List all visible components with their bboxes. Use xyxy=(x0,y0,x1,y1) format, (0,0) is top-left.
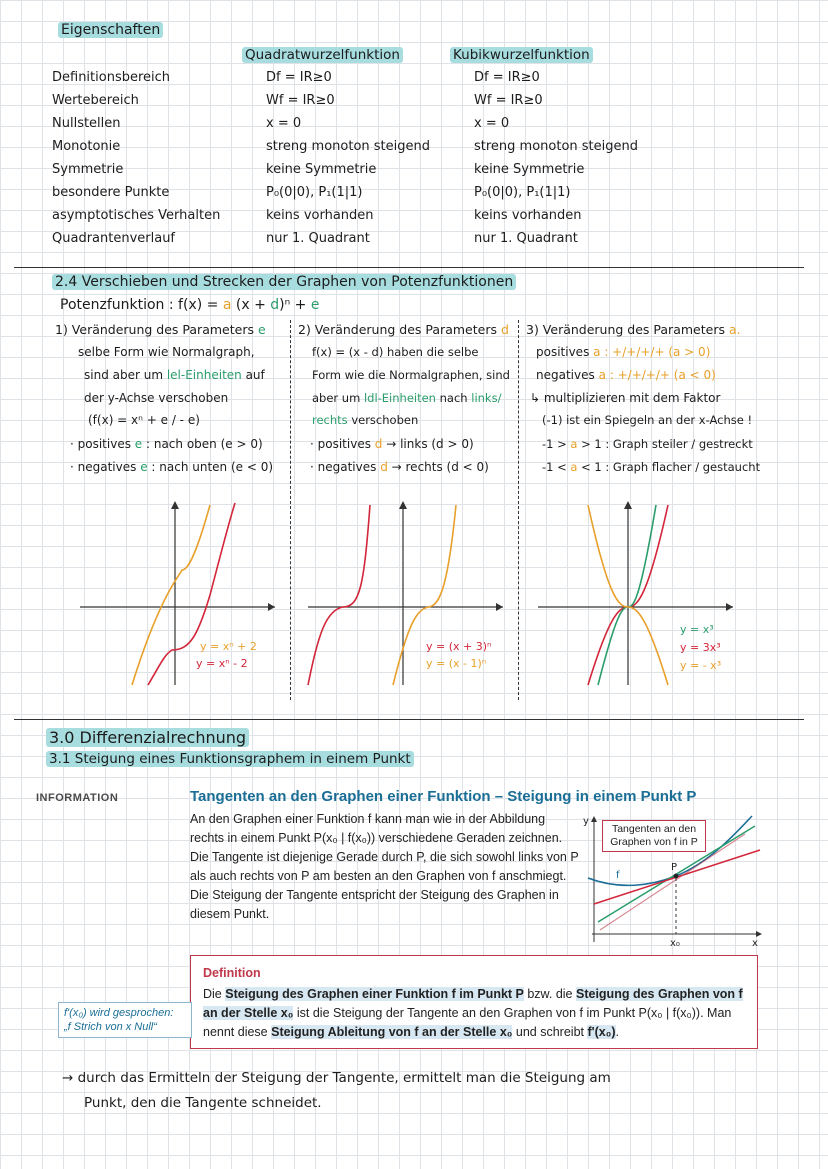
x-axis-arrow xyxy=(268,603,275,611)
col3-negative: negatives a : +/+/+/+ (a < 0) xyxy=(536,368,716,382)
col1-positive: · positives e : nach oben (e > 0) xyxy=(70,437,263,451)
col1-title: Quadratwurzelfunktion xyxy=(242,47,403,63)
col3-positive: positives a : +/+/+/+ (a > 0) xyxy=(536,345,711,359)
y-axis-arrow xyxy=(399,501,407,509)
f-label: f xyxy=(616,870,620,881)
legend-2: y = 3x³ xyxy=(680,641,721,654)
col-divider-1 xyxy=(290,320,291,700)
property-label: Quadrantenverlauf xyxy=(52,231,176,246)
col1-line3: der y-Achse verschoben xyxy=(84,391,229,405)
section24-title: 2.4 Verschieben und Strecken der Graphen von Potenzfunktionen xyxy=(52,274,516,290)
property-value-sqrt: Wf = IR≥0 xyxy=(266,93,335,108)
side-note xyxy=(58,1002,192,1038)
divider-1 xyxy=(14,267,804,268)
side-note-line1: f'(x₀) wird gesprochen: xyxy=(64,1007,174,1019)
x-axis-arrow xyxy=(726,603,733,611)
property-value-cbrt: Df = IR≥0 xyxy=(474,70,540,85)
graph-shift-d xyxy=(298,495,513,695)
y-label: y xyxy=(583,816,589,827)
divider-2 xyxy=(14,719,804,720)
property-value-cbrt: streng monoton steigend xyxy=(474,139,639,154)
col3-line6: -1 < a < 1 : Graph flacher / gestaucht xyxy=(542,460,761,474)
info-text: An den Graphen einer Funktion f kann man wie in der Abbildung rechts in einem Punkt P(x₀ | f(x₀)) verschiedene Geraden zeichnen. Die Tangente ist diejenige Gerade durch P, die sich sowohl links von P als auch rechts von P am besten an den Graphen von f anschmiegt. Die Steigung der Tangente entspricht der Steigung des Graphen in diesem Punkt. xyxy=(190,812,579,921)
x-axis-arrow xyxy=(496,603,503,611)
legend-1: y = xⁿ + 2 xyxy=(200,640,257,653)
col2-line1: f(x) = (x - d) haben die selbe xyxy=(312,345,479,359)
x0-label: x₀ xyxy=(670,938,680,949)
definition-title: Definition xyxy=(203,966,261,980)
property-value-sqrt: Df = IR≥0 xyxy=(266,70,332,85)
side-note-line2: „f Strich von x Null“ xyxy=(64,1021,157,1033)
col1-negative: · negatives e : nach unten (e < 0) xyxy=(70,460,274,474)
col2-negative: · negatives d → rechts (d < 0) xyxy=(310,460,489,474)
property-value-cbrt: keins vorhanden xyxy=(474,208,582,223)
power-function-formula: Potenzfunktion : f(x) = a (x + d)ⁿ + e xyxy=(60,297,320,313)
definition-text: Die Steigung des Graphen einer Funktion f im Punkt P bzw. die Steigung des Graphen von f an der Stelle x₀ ist die Steigung der Tangente an den Graphen von f im Punkt P(x₀ | f(x₀)). Man nennt diese Steigung Ableitung von f an der Stelle x₀ und schreibt f'(x₀). xyxy=(203,987,743,1039)
conclusion-line2: Punkt, den die Tangente schneidet. xyxy=(84,1095,322,1111)
legend-3: y = - x³ xyxy=(680,659,722,672)
property-label: Monotonie xyxy=(52,139,121,154)
properties-heading: Eigenschaften xyxy=(58,22,163,38)
graph-stretch-a xyxy=(528,495,758,695)
col2-positive: · positives d → links (d > 0) xyxy=(310,437,474,451)
legend-1: y = x³ xyxy=(680,623,714,636)
property-value-cbrt: keine Symmetrie xyxy=(474,162,585,177)
col2-heading: 2) Veränderung des Parameters d xyxy=(298,322,509,337)
property-value-sqrt: x = 0 xyxy=(266,116,302,131)
col2-line2: Form wie die Normalgraphen, sind xyxy=(312,368,510,382)
col2-line3: aber um ldl-Einheiten nach links/ xyxy=(312,391,502,405)
col1-heading: 1) Veränderung des Parameters e xyxy=(55,322,266,337)
property-value-cbrt: Wf = IR≥0 xyxy=(474,93,543,108)
property-value-cbrt: nur 1. Quadrant xyxy=(474,231,578,246)
section31-subtitle: 3.1 Steigung eines Funktionsgraphem in einem Punkt xyxy=(46,751,414,767)
property-label: Nullstellen xyxy=(52,116,121,131)
definition-box xyxy=(190,955,758,1049)
col3-line3: ↳ multiplizieren mit dem Faktor xyxy=(530,391,721,405)
col3-line5: -1 > a > 1 : Graph steiler / gestreckt xyxy=(542,437,753,451)
x-axis-arrow xyxy=(756,931,762,937)
property-value-cbrt: x = 0 xyxy=(474,116,510,131)
property-value-sqrt: keine Symmetrie xyxy=(266,162,377,177)
col1-line1: selbe Form wie Normalgraph, xyxy=(78,345,255,359)
p-label: P xyxy=(671,862,678,873)
section30-title: 3.0 Differenzialrechnung xyxy=(46,728,249,747)
curve-3x3 xyxy=(598,505,656,685)
col3-line4: (-1) ist ein Spiegeln an der x-Achse ! xyxy=(542,413,753,427)
legend-1: y = (x + 3)ⁿ xyxy=(426,640,492,653)
info-label: INFORMATION xyxy=(36,792,119,804)
property-value-sqrt: nur 1. Quadrant xyxy=(266,231,370,246)
property-label: Symmetrie xyxy=(52,162,124,177)
legend-2: y = xⁿ - 2 xyxy=(196,657,248,670)
property-label: besondere Punkte xyxy=(52,185,170,200)
point-p xyxy=(674,874,679,879)
property-value-cbrt: P₀(0|0), P₁(1|1) xyxy=(474,185,571,200)
y-axis-arrow xyxy=(624,501,632,509)
info-title: Tangenten an den Graphen einer Funktion – Steigung in einem Punkt P xyxy=(190,788,697,805)
property-value-sqrt: streng monoton steigend xyxy=(266,139,431,154)
tangent-label-box: Tangenten an den Graphen von f in P xyxy=(602,820,706,852)
y-axis-arrow xyxy=(171,501,179,509)
property-label: Definitionsbereich xyxy=(52,70,171,85)
col-divider-2 xyxy=(518,320,519,700)
property-value-sqrt: keins vorhanden xyxy=(266,208,374,223)
col1-line4: (f(x) = xⁿ + e / - e) xyxy=(88,413,200,427)
col2-line4: rechts verschoben xyxy=(312,413,419,427)
property-value-sqrt: P₀(0|0), P₁(1|1) xyxy=(266,185,363,200)
curve-x-plus-3 xyxy=(308,505,370,685)
graph-shift-e xyxy=(70,495,285,695)
x-label: x xyxy=(752,938,758,949)
legend-2: y = (x - 1)ⁿ xyxy=(426,657,487,670)
y-axis-arrow xyxy=(591,816,597,822)
col2-title: Kubikwurzelfunktion xyxy=(450,47,593,63)
property-label: Wertebereich xyxy=(52,93,139,108)
property-label: asymptotisches Verhalten xyxy=(52,208,221,223)
conclusion-line1: → durch das Ermitteln der Steigung der Tangente, ermittelt man die Steigung am xyxy=(62,1070,611,1086)
col3-heading: 3) Veränderung des Parameters a. xyxy=(526,322,741,337)
col1-line2: sind aber um lel-Einheiten auf xyxy=(84,368,265,382)
